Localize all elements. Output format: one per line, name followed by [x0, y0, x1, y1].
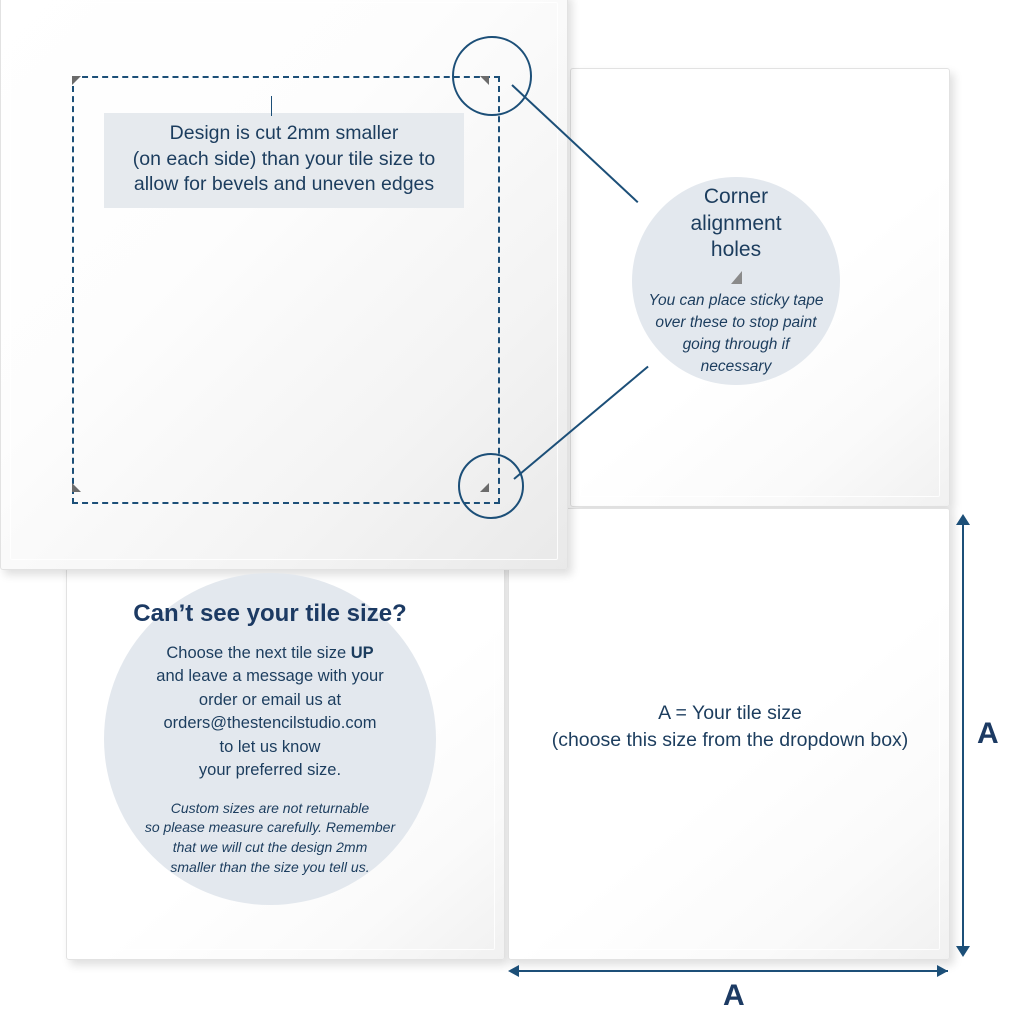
arrowhead-right-icon [937, 965, 948, 977]
tile-size-help-line-2: and leave a message with your [156, 667, 384, 686]
design-note-pointer [271, 96, 272, 116]
corner-bubble-title-line-3: holes [710, 238, 762, 262]
dimension-line-vertical [962, 524, 964, 948]
tile-size-help-bubble [104, 573, 436, 905]
dimension-letter-horizontal: A [723, 979, 745, 1012]
tile-size-help-line-1-text: Choose the next tile size UP [166, 643, 374, 662]
tile-size-label-line-1: A = Your tile size [658, 702, 802, 724]
corner-bubble-sub-line-1: You can place sticky tape [648, 292, 824, 310]
corner-bubble-sub-line-4: necessary [700, 358, 772, 376]
corner-bubble-title [690, 184, 781, 265]
corner-hole-highlight-top [452, 36, 532, 116]
tile-size-help-line-1 [156, 642, 383, 665]
fineprint-line-2: so please measure carefully. Remember [144, 819, 396, 836]
corner-mark-bottom-left-icon [72, 483, 81, 492]
tile-size-help-headline: Can’t see your tile size? [133, 599, 407, 627]
dimension-line-horizontal [518, 970, 948, 972]
tile-size-help-email: orders@thestencilstudio.com [163, 714, 377, 733]
dimension-letter-vertical: A [977, 717, 999, 750]
fineprint-line-4: smaller than the size you tell us. [170, 859, 370, 876]
design-note-line-2: (on each side) than your tile size to [132, 147, 436, 170]
corner-bubble-title-line-2: alignment [690, 211, 782, 235]
corner-alignment-holes-bubble [632, 177, 840, 385]
corner-bubble-subtext [646, 290, 826, 378]
fineprint-line-1: Custom sizes are not returnable [170, 799, 370, 816]
corner-hole-highlight-bottom [458, 453, 524, 519]
corner-hole-arrow-icon [731, 271, 742, 284]
design-note-line-1: Design is cut 2mm smaller [169, 122, 399, 144]
tile-size-label-line-2: (choose this size from the dropdown box) [551, 728, 909, 751]
corner-bubble-sub-line-2: over these to stop paint [655, 314, 817, 332]
corner-bubble-sub-line-3: going through if [682, 336, 790, 354]
fineprint-line-3: that we will cut the design 2mm [172, 839, 368, 856]
tile-size-help-line-6: your preferred size. [198, 761, 342, 780]
tile-size-help-fineprint [145, 799, 395, 879]
tile-size-help-body [156, 642, 383, 783]
tile-size-label [530, 700, 930, 754]
arrowhead-left-icon [508, 965, 519, 977]
corner-mark-top-left-icon [72, 76, 81, 85]
tile-size-help-line-3: order or email us at [198, 690, 342, 709]
design-note-line-3: allow for bevels and uneven edges [133, 173, 435, 196]
arrowhead-up-icon [956, 514, 970, 525]
corner-bubble-title-line-1: Corner [703, 184, 769, 208]
design-note-callout [104, 113, 464, 208]
tile-size-help-line-5: to let us know [219, 737, 321, 756]
arrowhead-down-icon [956, 946, 970, 957]
